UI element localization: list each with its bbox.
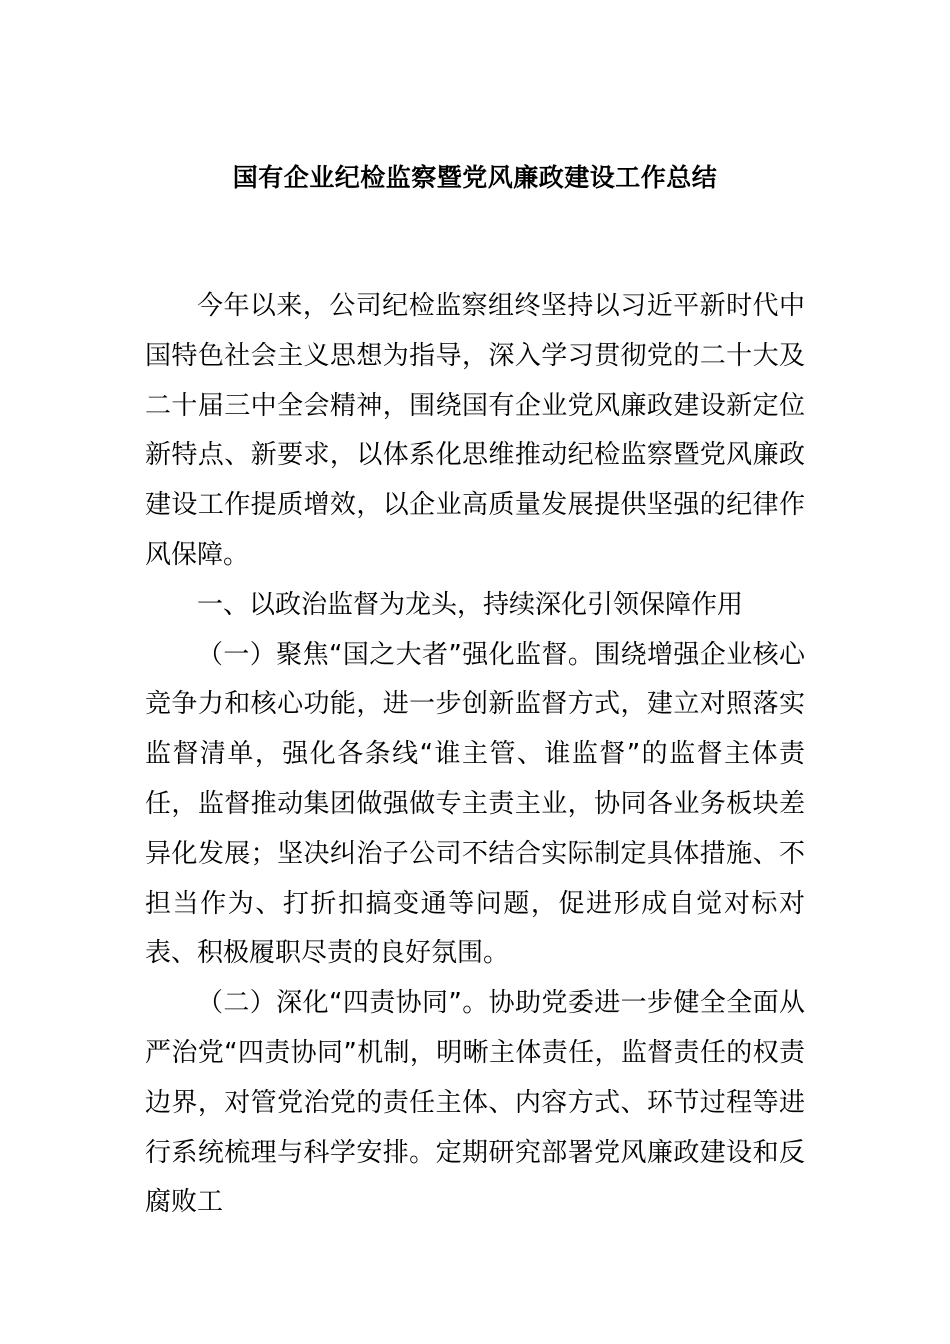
document-body (145, 282, 805, 1228)
section-heading-1: 一、以政治监督为龙头，持续深化引领保障作用 (197, 589, 744, 620)
paragraph-intro: 今年以来，公司纪检监察组终坚持以习近平新时代中国特色社会主义思想为指导，深入学习贯彻党的二十大及二十届三中全会精神，围绕国有企业党风廉政建设新定位新特点、新要求，以体系化思维推动纪检监察暨党风廉政建设工作提质增效，以企业高质量发展提供坚强的纪律作风保障。 (145, 291, 805, 570)
paragraph-subsection-2: （二）深化“四责协同”。协助党委进一步健全全面从严治党“四责协同”机制，明晰主体责任，监督责任的权责边界，对管党治党的责任主体、内容方式、环节过程等进行系统梳理与科学安排。定期研究部署党风廉政建设和反腐败工 (145, 988, 805, 1218)
paragraph-subsection-1: （一）聚焦“国之大者”强化监督。围绕增强企业核心竞争力和核心功能，进一步创新监督方式，建立对照落实监督清单，强化各条线“谁主管、谁监督”的监督主体责任，监督推动集团做强做专主责主业，协同各业务板块差异化发展；坚决纠治子公司不结合实际制定具体措施、不担当作为、打折扣搞变通等问题，促进形成自觉对标对表、积极履职尽责的良好氛围。 (145, 639, 805, 969)
document-title: 国有企业纪检监察暨党风廉政建设工作总结 (232, 163, 718, 192)
